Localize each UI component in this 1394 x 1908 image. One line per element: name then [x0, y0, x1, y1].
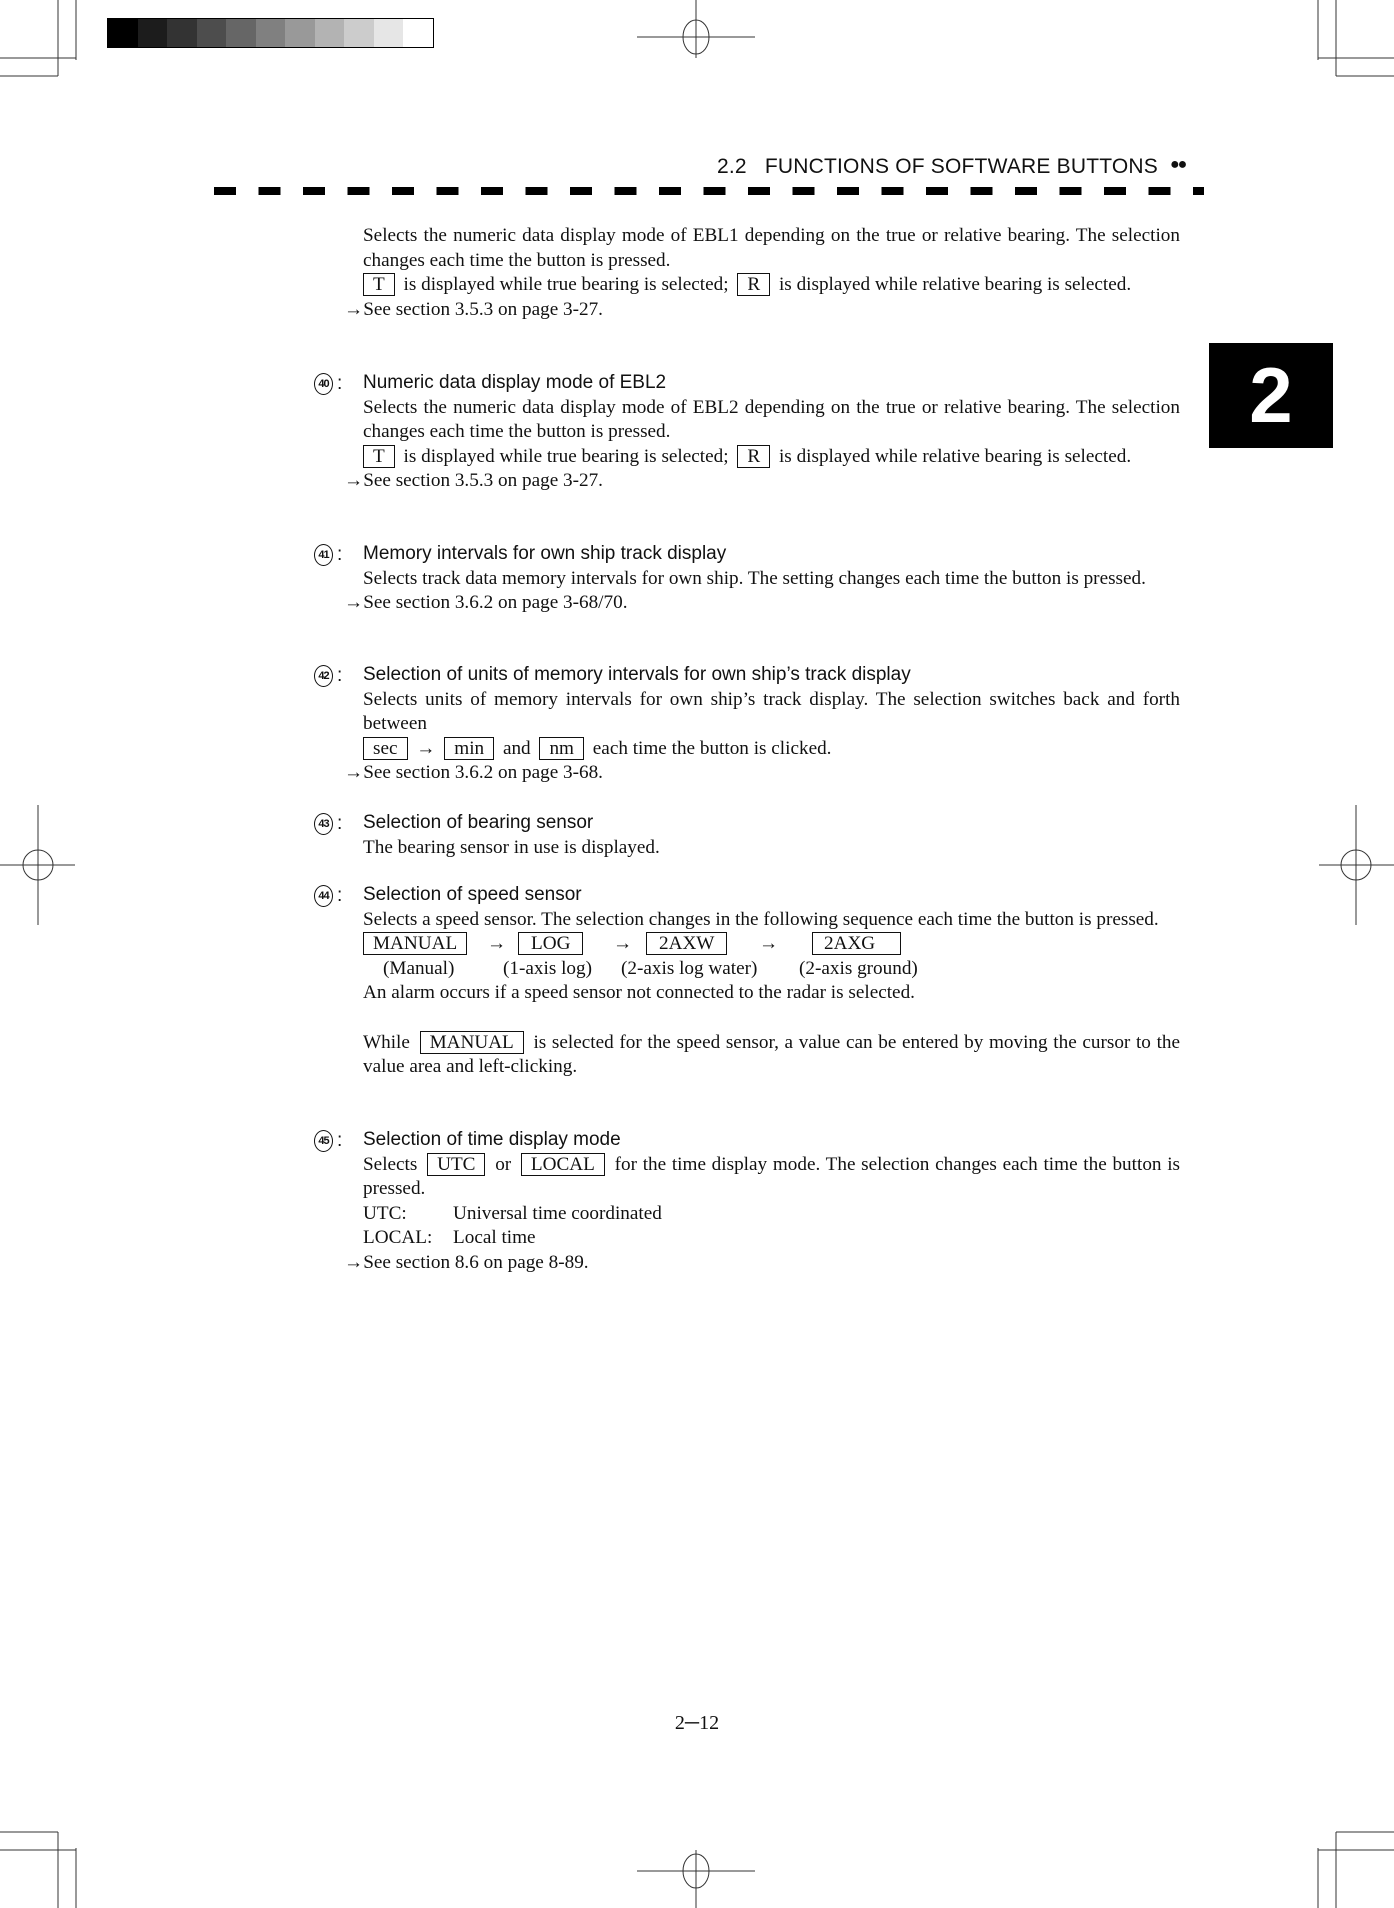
- circled-number: 45: [314, 1130, 333, 1152]
- running-header: [716, 155, 1186, 179]
- section-title: Selection of time display mode: [363, 1129, 621, 1150]
- text: LOCAL:: [363, 1227, 433, 1249]
- r-button-label: R: [737, 273, 770, 296]
- text: (1-axis log): [503, 957, 592, 979]
- section-40: 40 : Numeric data display mode of EBL2 Selects the numeric data display mode of EBL2 depending on the true or relative bearing. The selection changes each time the button is pressed. T is displayed while true bearing is selected; R is displayed while relative bearing is selected. →See section 3.5.3 on page 3-27.: [314, 371, 1180, 494]
- text: is displayed while true bearing is selected;: [398, 274, 734, 296]
- section-reference[interactable]: →See section 3.6.2 on page 3-68.: [344, 762, 603, 784]
- section-title: Selection of bearing sensor: [363, 812, 594, 833]
- text: and: [502, 737, 531, 759]
- section-reference[interactable]: →See section 8.6 on page 8-89.: [344, 1251, 589, 1273]
- r-button-label: R: [737, 445, 770, 468]
- nm-button-label: nm: [539, 737, 584, 760]
- header-dash-rule: [214, 187, 1204, 195]
- text: Selects track data memory intervals for own ship. The setting changes each time the button is pressed.: [363, 567, 1146, 589]
- text: is selected for the speed sensor, a value can be entered by moving the cursor to the value area and left-clicking.: [363, 1031, 1181, 1078]
- grayscale-calibration-bar: [107, 18, 434, 48]
- text: →: [759, 933, 779, 955]
- page-number: 2─12: [674, 1712, 720, 1734]
- section-43: 43 : Selection of bearing sensor The bearing sensor in use is displayed.: [314, 811, 1180, 860]
- text: is displayed while true bearing is selected;: [398, 445, 734, 467]
- section-reference[interactable]: →See section 3.5.3 on page 3-27.: [344, 298, 603, 320]
- header-dots: ●●: [1170, 156, 1186, 173]
- text: is displayed while relative bearing is selected.: [774, 445, 1132, 467]
- section-title: Memory intervals for own ship track display: [363, 543, 727, 564]
- circled-number: 40: [314, 373, 333, 395]
- section-title: Numeric data display mode of EBL2: [363, 372, 667, 393]
- text: The bearing sensor in use is displayed.: [363, 836, 660, 858]
- local-button-label: LOCAL: [521, 1153, 605, 1176]
- min-button-label: min: [444, 737, 494, 760]
- section-44: 44 : Selection of speed sensor Selects a speed sensor. The selection changes in the following sequence each time the button is pressed. MANUAL → LOG → 2AXW → 2AXG (Manual) (1-axis log) (2-axis log water) (2-axis ground) An alarm occurs if a speed sensor not connected to the radar is selected. While MANUAL is selected for the speed sensor, a value can be entered by moving the cursor to the value area and left-clicking.: [314, 883, 1180, 1080]
- text: (2-axis log water): [621, 957, 758, 979]
- section-ebl1: [314, 224, 1180, 322]
- text: (2-axis ground): [799, 957, 918, 979]
- text: (Manual): [383, 957, 455, 979]
- text: 2.2 FUNCTIONS OF SOFTWARE BUTTONS: [716, 155, 1158, 178]
- text: is displayed while relative bearing is selected.: [774, 274, 1132, 296]
- circled-number: 44: [314, 885, 333, 907]
- text: While: [363, 1031, 410, 1053]
- sec-button-label: sec: [363, 737, 408, 760]
- text: Local time: [453, 1227, 536, 1249]
- t-button-label: T: [363, 273, 395, 296]
- chapter-tab: 2: [1209, 343, 1333, 448]
- circled-number: 41: [314, 544, 333, 566]
- text: →: [487, 933, 507, 955]
- section-reference[interactable]: →See section 3.6.2 on page 3-68/70.: [344, 592, 628, 614]
- text: An alarm occurs if a speed sensor not connected to the radar is selected.: [363, 982, 915, 1004]
- text: for the time display mode. The selection changes each time the button is pressed.: [363, 1153, 1181, 1200]
- speed-sensor-descriptions: [363, 957, 1180, 982]
- section-title: Selection of speed sensor: [363, 884, 582, 905]
- section-title: Selection of units of memory intervals for own ship’s track display: [363, 664, 911, 685]
- text: Selects the numeric data display mode of EBL2 depending on the true or relative bearing. The selection changes each time the button is pressed.: [363, 396, 1180, 443]
- text: LOG: [518, 932, 583, 955]
- section-41: 41 : Memory intervals for own ship track display Selects track data memory intervals for own ship. The setting changes each time the button is pressed. →See section 3.6.2 on page 3-68/70.: [314, 542, 1180, 616]
- text: Selects units of memory intervals for own ship’s track display. The selection switches back and forth between: [363, 688, 1180, 735]
- text: →: [416, 737, 436, 759]
- text: Universal time coordinated: [453, 1202, 662, 1224]
- circled-number: 43: [314, 813, 333, 835]
- utc-button-label: UTC: [427, 1153, 485, 1176]
- t-button-label: T: [363, 445, 395, 468]
- section-42: 42 : Selection of units of memory intervals for own ship’s track display Selects units of memory intervals for own ship’s track display. The selection switches back and forth between sec → min and nm each time the button is clicked. →See section 3.6.2 on page 3-68.: [314, 663, 1180, 786]
- circled-number: 42: [314, 665, 333, 687]
- text: Selects: [363, 1153, 418, 1175]
- text: MANUAL: [363, 932, 467, 955]
- section-reference[interactable]: →See section 3.5.3 on page 3-27.: [344, 470, 603, 492]
- text: or: [495, 1153, 512, 1175]
- text: →: [613, 933, 633, 955]
- text: each time the button is clicked.: [592, 737, 832, 759]
- text: UTC:: [363, 1202, 407, 1224]
- text: 2AXG: [812, 932, 901, 955]
- section-45: 45 : Selection of time display mode Selects UTC or LOCAL for the time display mode. The selection changes each time the button is pressed. UTC: Universal time coordinated LOCAL: Local time →See section 8.6 on page 8-89.: [314, 1128, 1180, 1276]
- manual-button-label: MANUAL: [420, 1031, 524, 1054]
- text: Selects the numeric data display mode of EBL1 depending on the true or relative bearing. The selection changes each time the button is pressed.: [363, 225, 1180, 271]
- speed-sensor-sequence: [363, 932, 1180, 957]
- text: 2AXW: [646, 932, 727, 955]
- text: Selects a speed sensor. The selection changes in the following sequence each time the button is pressed.: [363, 908, 1159, 930]
